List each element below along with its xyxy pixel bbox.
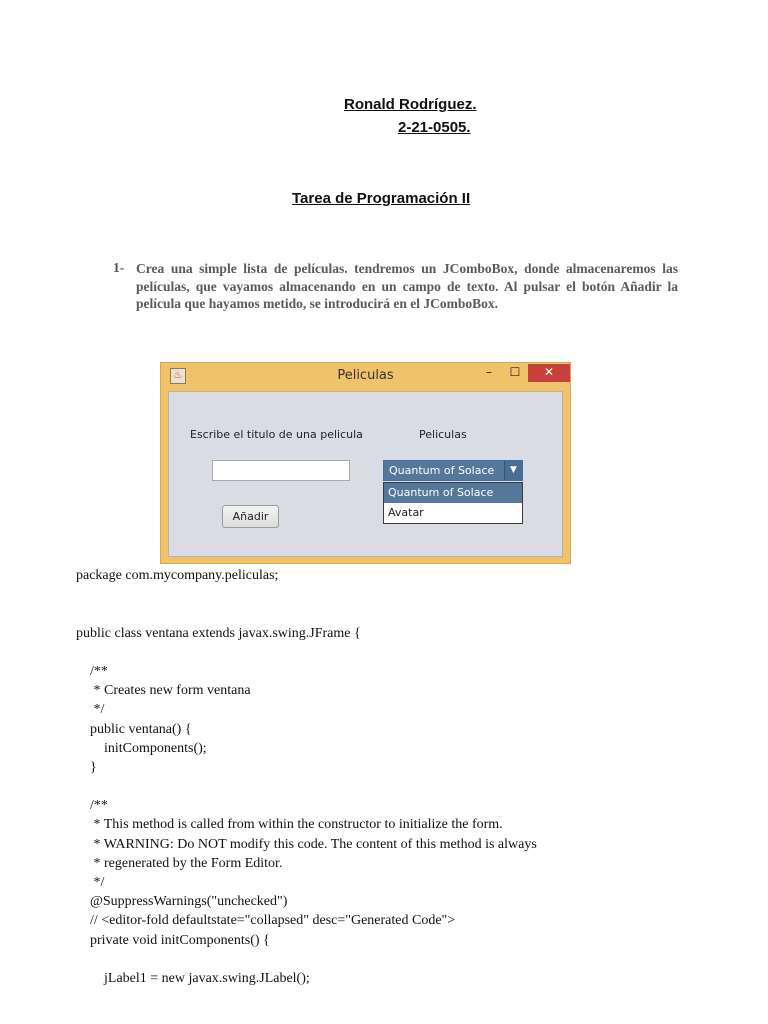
code-line: * Creates new form ventana [76,683,251,699]
movie-title-label: Escribe el titulo de una pelicula [190,428,363,441]
code-line [76,950,537,969]
code-line: * regenerated by the Form Editor. [76,855,283,871]
chevron-down-icon[interactable]: ▼ [504,461,522,480]
java-cup-icon: ♨ [170,368,186,384]
student-id: 2-21-0505. [398,119,471,136]
code-line: * WARNING: Do NOT modify this code. The content of this method is always [76,836,537,852]
exercise-number: 1- [113,260,125,275]
add-button[interactable]: Añadir [222,505,279,528]
code-line: package com.mycompany.peliculas; [76,568,279,583]
code-line [76,585,537,604]
code-line: public ventana() { [76,721,192,737]
movies-label: Peliculas [419,428,467,441]
code-line: // <editor-fold defaultstate="collapsed" desc="Generated Code"> [76,913,456,929]
code-line [76,604,537,623]
combobox-selected-value: Quantum of Solace [389,464,495,477]
app-window-screenshot [160,362,571,564]
minimize-icon[interactable]: – [486,365,492,379]
code-line: */ [76,875,105,890]
code-line: @SuppressWarnings("unchecked") [76,894,288,910]
author-name: Ronald Rodríguez. [344,96,477,113]
code-line: /** [76,663,108,679]
code-line [76,643,537,662]
movies-combobox[interactable] [383,460,523,481]
window-titlebar [161,363,570,390]
exercise-text: Crea una simple lista de películas. tendremos un JComboBox, donde almacenaremos las películas, que vayamos almacenando en un campo de texto. Al pulsar el botón Añadir la película que hayamos metido, se introducirá en el JComboBox. [136,261,678,311]
close-icon[interactable]: ✕ [528,364,570,382]
dropdown-option[interactable]: Avatar [388,506,424,519]
dropdown-option[interactable]: Quantum of Solace [384,483,522,503]
code-line [76,777,537,796]
movie-title-input[interactable] [212,460,350,481]
code-line: initComponents(); [76,740,207,756]
code-line: } [76,759,97,775]
window-content [168,391,563,557]
code-line: */ [76,702,105,718]
window-title: Peliculas [337,368,394,383]
combobox-dropdown-list [383,482,523,524]
maximize-icon[interactable]: ☐ [509,365,521,379]
document-title: Tarea de Programación II [292,190,471,207]
code-line: /** [76,798,108,814]
code-listing [76,566,537,988]
code-line: private void initComponents() { [76,932,270,948]
code-line: * This method is called from within the constructor to initialize the form. [76,817,503,833]
code-line: public class ventana extends javax.swing.JFrame { [76,625,361,641]
code-line: jLabel1 = new javax.swing.JLabel(); [76,970,310,986]
